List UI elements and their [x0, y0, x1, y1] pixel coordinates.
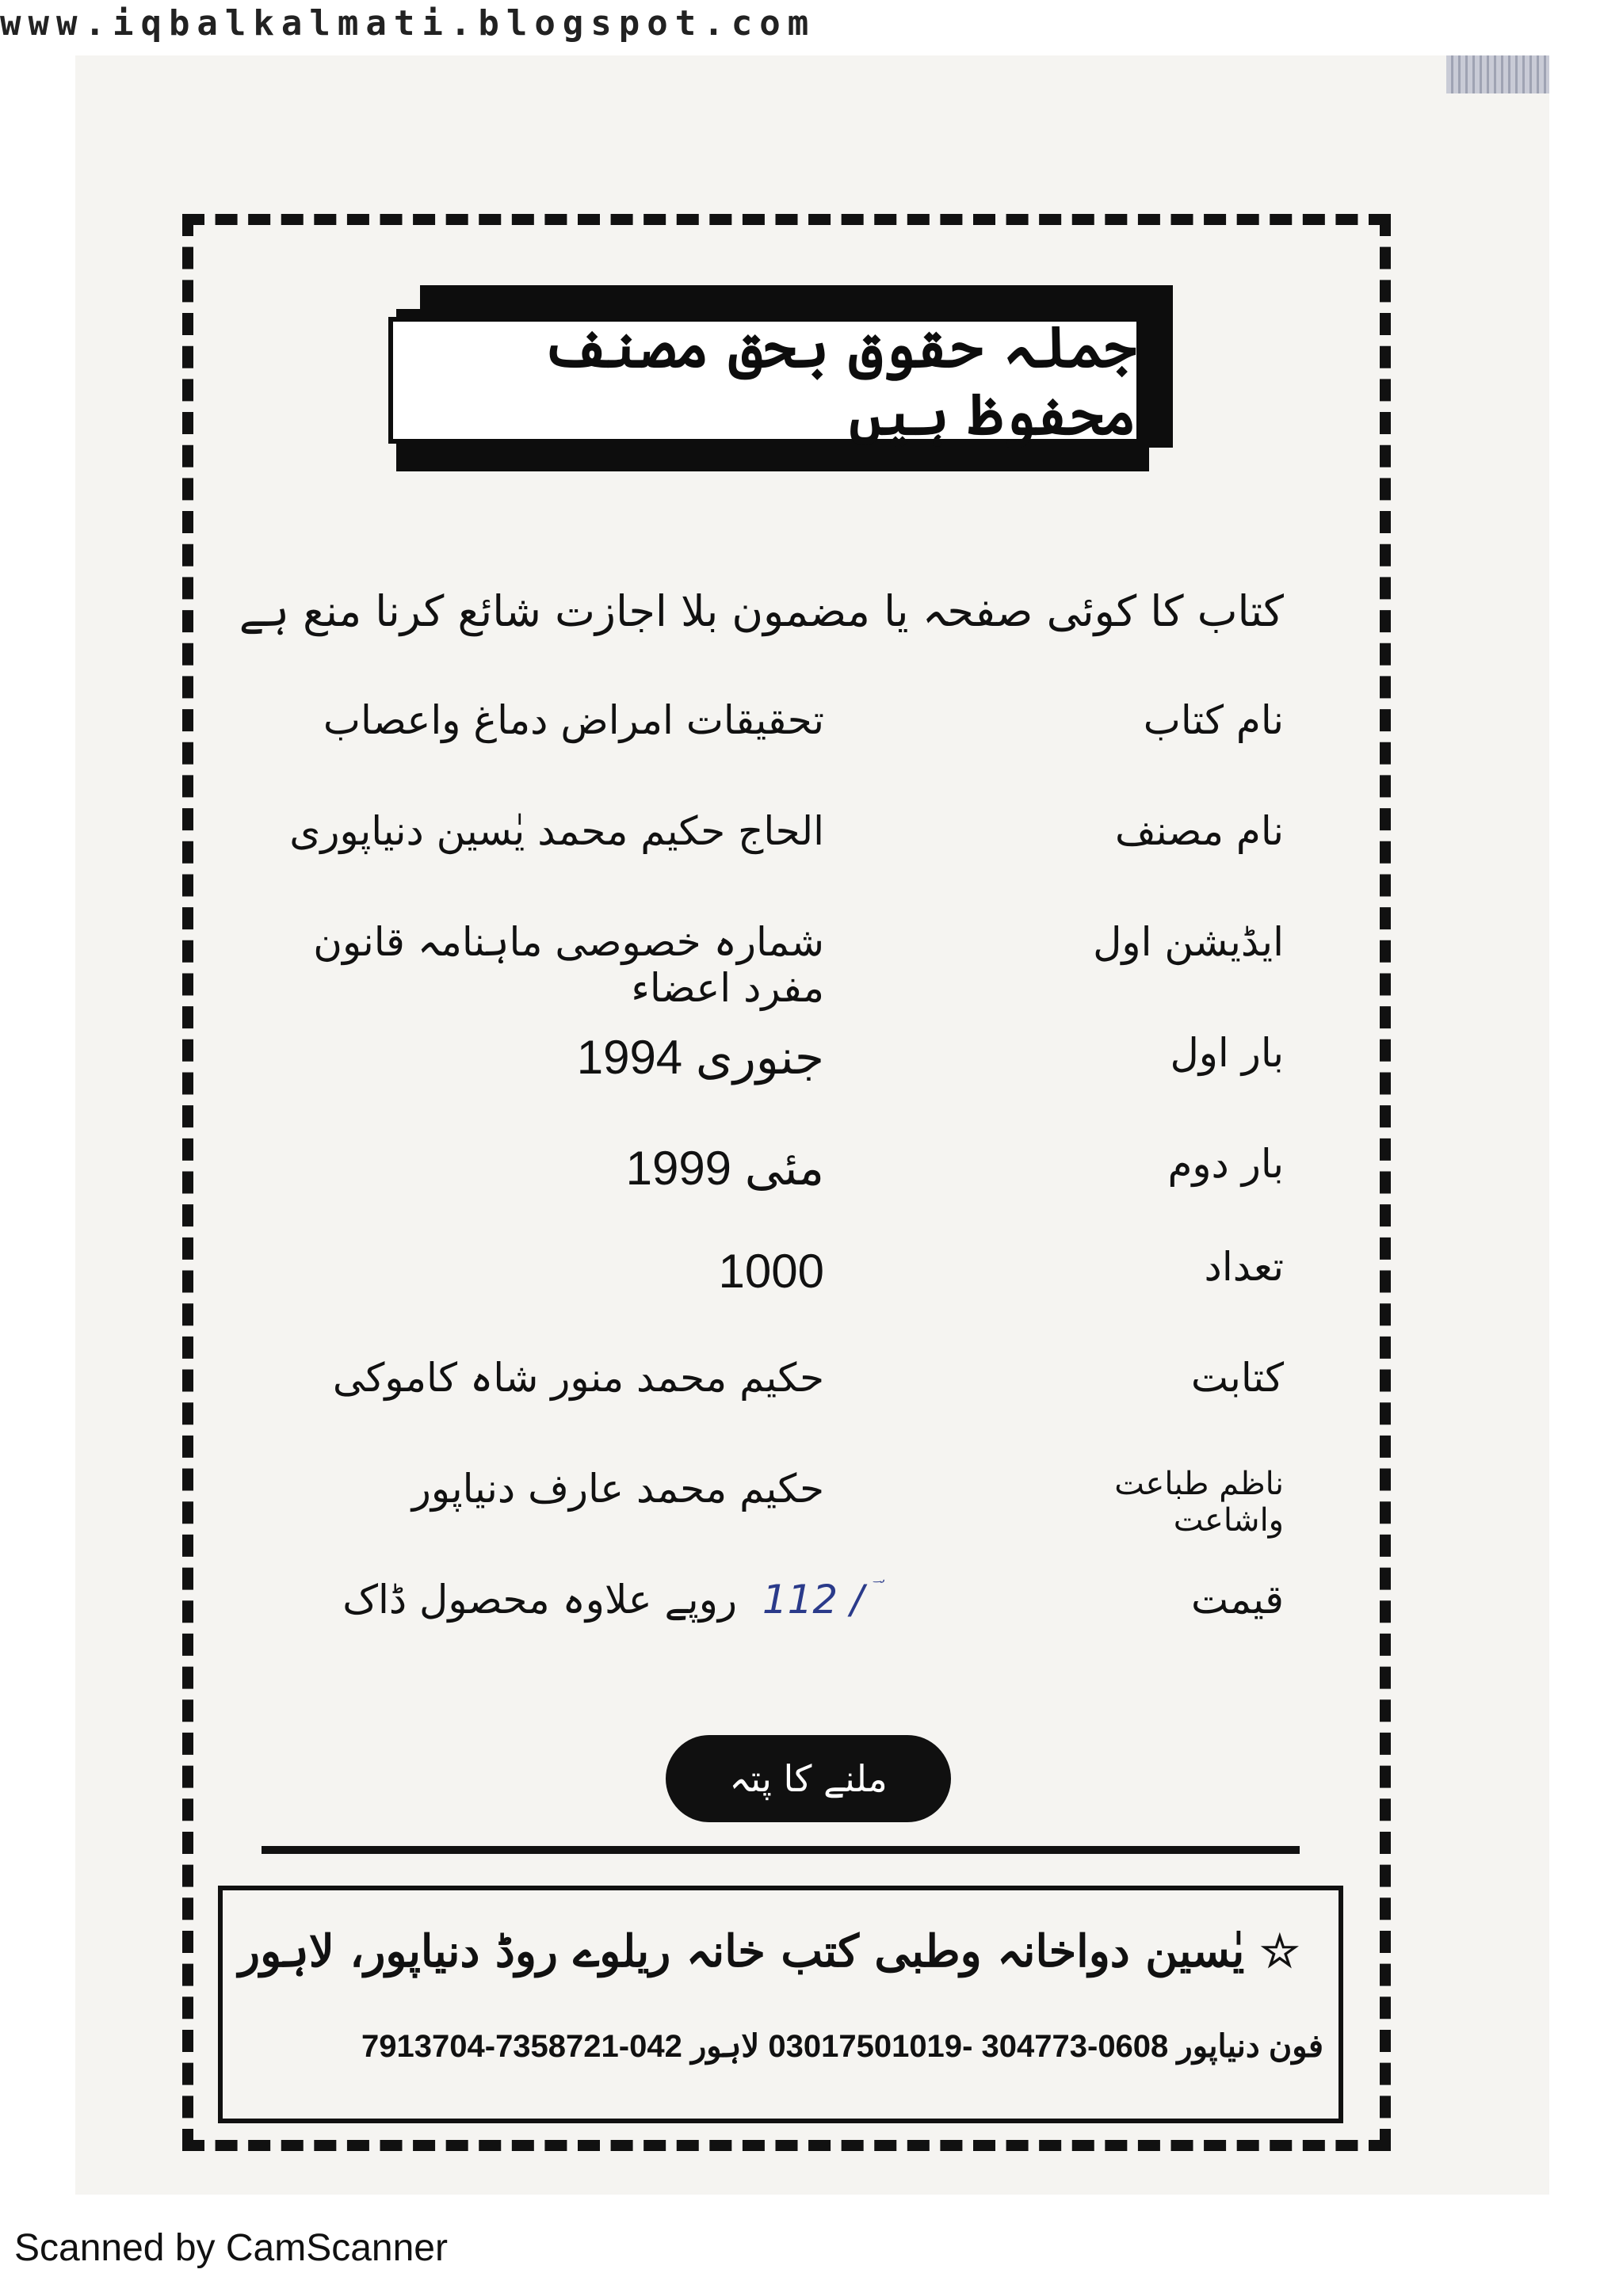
- address-heading: ملنے کا پتہ: [729, 1757, 888, 1800]
- address-heading-pill: [666, 1735, 951, 1822]
- detail-label: ناظم طباعت واشاعت: [1114, 1466, 1284, 1539]
- detail-value: مئی 1999: [625, 1142, 824, 1195]
- title-banner-text: جملہ حقوق بحق مصنف محفوظ ہیں: [541, 313, 1136, 448]
- detail-label: بار دوم: [1167, 1141, 1284, 1187]
- detail-label: نام کتاب: [1143, 697, 1284, 743]
- detail-label: تعداد: [1204, 1244, 1284, 1290]
- copyright-notice: کتاب کا کوئی صفحہ یا مضمون بلا اجازت شائع کرنا منع ہے: [239, 586, 1284, 636]
- corner-smudge: [1446, 55, 1549, 93]
- detail-row: [238, 919, 1284, 1011]
- detail-label: بار اول: [1170, 1030, 1284, 1076]
- detail-value: الحاج حکیم محمد یٰسین دنیاپوری: [289, 808, 824, 854]
- detail-value: تحقیقات امراض دماغ واعصاب: [323, 697, 824, 743]
- detail-row: [238, 1141, 1284, 1212]
- address-box: [218, 1886, 1343, 2123]
- handwritten-price: ؔ/ 112: [762, 1577, 864, 1623]
- detail-label: نام مصنف: [1115, 808, 1284, 854]
- publisher-address: ☆ یٰسین دواخانہ وطبی کتب خانہ ریلوے روڈ دنیاپور، لاہور: [239, 1925, 1300, 1978]
- divider: [262, 1846, 1300, 1854]
- detail-row: [238, 1355, 1284, 1426]
- detail-value: حکیم محمد عارف دنیاپور: [411, 1466, 824, 1512]
- detail-value: [198, 1577, 864, 1623]
- detail-row: [238, 1577, 1284, 1648]
- detail-row: [238, 808, 1284, 879]
- phone-numbers: فون دنیاپور 0608-304773 -03017501019 لاہور 042-7358721-7913704: [361, 2029, 1323, 2064]
- detail-value: 1000: [718, 1245, 824, 1298]
- blog-url: www.iqbalkalmati.blogspot.com: [0, 3, 816, 44]
- detail-row: [238, 1244, 1284, 1315]
- detail-value: جنوری 1994: [576, 1031, 824, 1084]
- price-suffix: روپے علاوہ محصول ڈاک: [342, 1577, 738, 1623]
- detail-row: [238, 697, 1284, 769]
- detail-value: حکیم محمد منور شاہ کاموکی: [332, 1355, 824, 1401]
- detail-value: شمارہ خصوصی ماہنامہ قانون مفرد اعضاء: [313, 919, 824, 1011]
- detail-label: قیمت: [1191, 1577, 1284, 1623]
- detail-label: ایڈیشن اول: [1093, 919, 1284, 965]
- detail-row: [238, 1466, 1284, 1537]
- scanner-footer: Scanned by CamScanner: [14, 2227, 448, 2269]
- detail-label: کتابت: [1190, 1355, 1284, 1401]
- title-banner: [388, 313, 1141, 448]
- detail-row: [238, 1030, 1284, 1101]
